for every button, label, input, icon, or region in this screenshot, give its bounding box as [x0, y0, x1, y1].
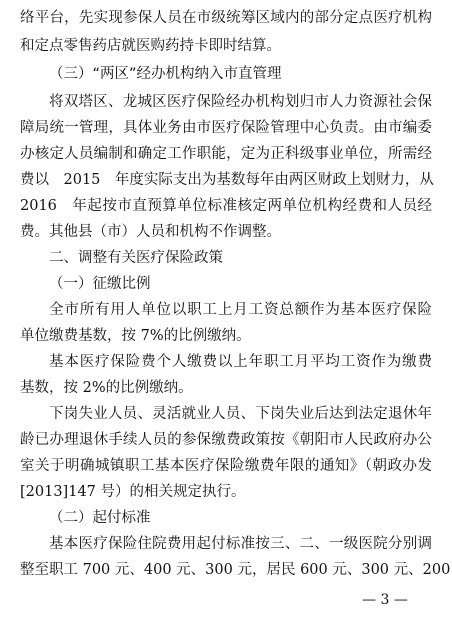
text-line: 和定点零售药店就医购药持卡即时结算。	[20, 38, 281, 54]
text-line: 办核定人员编制和确定工作职能，定为正科级事业单位，所需经	[20, 146, 432, 162]
text-line: 室关于明确城镇职工基本医疗保险缴费年限的通知》（朝政办发	[20, 458, 432, 474]
text-line: 下岗失业人员、灵活就业人员、下岗失业后达到法定退休年	[49, 406, 432, 422]
text-line: 络平台，先实现参保人员在市级统筹区域内的部分定点医疗机构	[20, 10, 432, 26]
section-heading: 二、调整有关医疗保险政策	[49, 250, 223, 266]
text-line: 基数，按 2%的比例缴纳。	[20, 380, 193, 396]
page-number: — 3 —	[362, 592, 408, 608]
text-line: 2016 年起按市直预算单位标准核定两单位机构经费和人员经	[20, 198, 432, 214]
text-line: 整至职工 700 元、400 元、300 元，居民 600 元、300 元、200	[20, 562, 451, 578]
text-line: 全市所有用人单位以职工上月工资总额作为基本医疗保险	[49, 302, 432, 318]
text-line: 单位缴费基数，按 7%的比例缴纳。	[20, 328, 251, 344]
section-heading: （一）征缴比例	[49, 276, 151, 292]
text-line: 将双塔区、龙城区医疗保险经办机构划归市人力资源社会保	[49, 94, 432, 110]
section-heading: （三）“两区”经办机构纳入市直管理	[49, 66, 282, 82]
text-line: 费以 2015 年度实际支出为基数每年由两区财政上划财力，从	[20, 172, 434, 188]
text-line: 基本医疗保险住院费用起付标准按三、二、一级医院分别调	[49, 536, 432, 552]
text-line: 基本医疗保险费个人缴费以上年职工月平均工资作为缴费	[49, 354, 432, 370]
text-line: 龄已办理退休手续人员的参保缴费政策按《朝阳市人民政府办公	[20, 432, 432, 448]
section-heading: （二）起付标准	[49, 510, 151, 526]
text-line: [2013]147 号）的相关规定执行。	[20, 484, 246, 500]
text-line: 费。其他县（市）人员和机构不作调整。	[20, 224, 281, 240]
text-line: 障局统一管理，具体业务由市医疗保险管理中心负责。由市编委	[20, 120, 432, 136]
